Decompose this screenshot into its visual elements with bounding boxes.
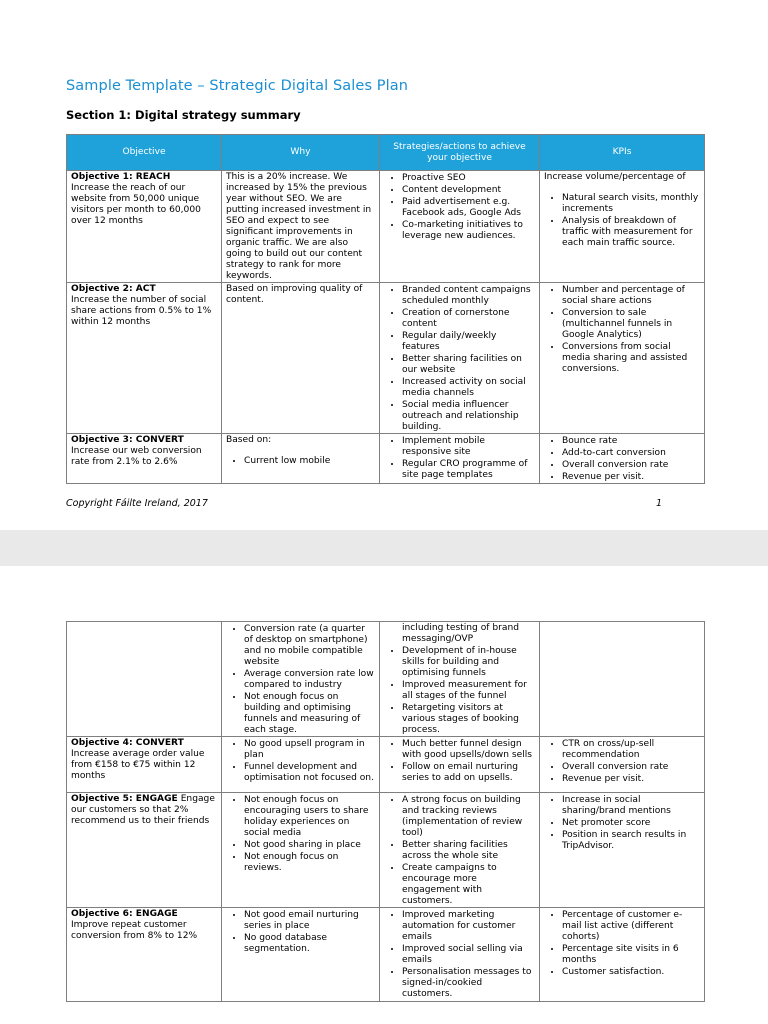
list-item: • Regular CRO programme of site page templates xyxy=(402,458,535,481)
kpi-text: Increase volume/percentage of xyxy=(544,172,686,182)
list-item: • Implement mobile responsive site xyxy=(402,435,535,458)
objective-text: Engage our customers so that 2% recommend us to their friends xyxy=(71,794,215,826)
why-cell xyxy=(222,283,380,434)
table-row xyxy=(67,908,705,1002)
list-item: • No good upsell program in plan xyxy=(244,738,375,761)
list-item: • Add-to-cart conversion xyxy=(562,447,700,459)
strategies-cell xyxy=(380,908,540,1002)
list-item: • Content development xyxy=(402,184,535,196)
list-item: • Not enough focus on reviews. xyxy=(244,851,375,874)
objective-cell xyxy=(67,622,222,737)
list-item: • Bounce rate xyxy=(562,435,700,447)
list-item: • Improved marketing automation for customer emails xyxy=(402,909,535,943)
objective-label: Objective 1: REACH xyxy=(71,172,171,182)
why-cell xyxy=(222,793,380,908)
header-kpis: KPIs xyxy=(540,135,705,171)
section-title: Section 1: Digital strategy summary xyxy=(66,108,301,122)
list-item: • Increase in social sharing/brand mentions xyxy=(562,794,700,817)
strategies-cell xyxy=(380,793,540,908)
list-item: • Create campaigns to encourage more engagement with customers. xyxy=(402,862,535,907)
table-row xyxy=(67,434,705,484)
list-item: • Branded content campaigns scheduled monthly xyxy=(402,284,535,307)
strategies-cell xyxy=(380,622,540,737)
why-cell xyxy=(222,622,380,737)
list-item: • Co-marketing initiatives to leverage new audiences. xyxy=(402,219,535,242)
strategy-table xyxy=(66,134,705,484)
list-item: • Social media influencer outreach and relationship building. xyxy=(402,399,535,433)
list-item: • Improved social selling via emails xyxy=(402,943,535,966)
table-row xyxy=(67,171,705,283)
list-item: • Retargeting visitors at various stages of booking process. xyxy=(402,702,535,736)
table-row xyxy=(67,622,705,737)
header-why: Why xyxy=(222,135,380,171)
list-item: • Number and percentage of social share actions xyxy=(562,284,700,307)
kpis-cell xyxy=(540,434,705,484)
why-text: Based on improving quality of content. xyxy=(226,284,363,305)
list-item: • Natural search visits, monthly increments xyxy=(562,192,700,215)
list-item: • Percentage site visits in 6 months xyxy=(562,943,700,966)
list-item: • Not enough focus on encouraging users to share holiday experiences on social media xyxy=(244,794,375,839)
strategies-cell xyxy=(380,171,540,283)
list-item: • A strong focus on building and tracking reviews (implementation of review tool) xyxy=(402,794,535,839)
list-item: • Net promoter score xyxy=(562,817,700,829)
list-item: • Much better funnel design with good upsells/down sells xyxy=(402,738,535,761)
why-cell xyxy=(222,434,380,484)
list-item: • Position in search results in TripAdvisor. xyxy=(562,829,700,852)
objective-text: Increase average order value from €158 to €75 within 12 months xyxy=(71,749,205,781)
list-item: • Conversion to sale (multichannel funnels in Google Analytics) xyxy=(562,307,700,341)
kpis-cell xyxy=(540,283,705,434)
list-item: • Not good email nurturing series in place xyxy=(244,909,375,932)
footer-copyright: Copyright Fáilte Ireland, 2017 xyxy=(66,498,208,509)
list-item: • Improved measurement for all stages of the funnel xyxy=(402,679,535,702)
strategies-cell xyxy=(380,283,540,434)
list-item: • Analysis of breakdown of traffic with measurement for each main traffic source. xyxy=(562,215,700,249)
objective-label: Objective 5: ENGAGE xyxy=(71,794,178,804)
list-item: • Paid advertisement e.g. Facebook ads, Google Ads xyxy=(402,196,535,219)
objective-label: Objective 3: CONVERT xyxy=(71,435,184,445)
objective-text: Increase the number of social share actions from 0.5% to 1% within 12 months xyxy=(71,295,212,327)
list-item: • No good database segmentation. xyxy=(244,932,375,955)
document-title: Sample Template – Strategic Digital Sales Plan xyxy=(66,78,409,94)
objective-cell xyxy=(67,737,222,793)
table-header-row xyxy=(67,135,705,171)
list-item: • Percentage of customer e-mail list active (different cohorts) xyxy=(562,909,700,943)
kpis-cell xyxy=(540,908,705,1002)
header-strategies: Strategies/actions to achieve your objective xyxy=(380,135,540,171)
table-row xyxy=(67,737,705,793)
list-item: • Average conversion rate low compared to industry xyxy=(244,668,375,691)
objective-text: Improve repeat customer conversion from 8% to 12% xyxy=(71,920,198,941)
table-row xyxy=(67,283,705,434)
list-item: • Follow on email nurturing series to add on upsells. xyxy=(402,761,535,784)
objective-text: Increase our web conversion rate from 2.1% to 2.6% xyxy=(71,446,202,467)
kpis-cell xyxy=(540,622,705,737)
objective-cell xyxy=(67,908,222,1002)
why-text: Based on: xyxy=(226,435,272,445)
list-item: • Proactive SEO xyxy=(402,172,535,184)
list-item: • Overall conversion rate xyxy=(562,761,700,773)
why-cell xyxy=(222,908,380,1002)
list-item: • Regular daily/weekly features xyxy=(402,330,535,353)
objective-cell xyxy=(67,171,222,283)
page-2 xyxy=(0,566,768,1024)
why-cell xyxy=(222,171,380,283)
table-row xyxy=(67,793,705,908)
kpis-cell xyxy=(540,171,705,283)
page-number: 1 xyxy=(656,498,663,509)
list-item: • Conversions from social media sharing and assisted conversions. xyxy=(562,341,700,375)
list-item: • Revenue per visit. xyxy=(562,471,700,483)
strategy-table-continued xyxy=(66,621,705,1002)
objective-label: Objective 6: ENGAGE xyxy=(71,909,178,919)
list-item: • Customer satisfaction. xyxy=(562,966,700,978)
objective-text: Increase the reach of our website from 50,000 unique visitors per month to 60,000 over 12 months xyxy=(71,183,201,226)
objective-cell xyxy=(67,283,222,434)
strategies-cell xyxy=(380,737,540,793)
list-item: • Not enough focus on building and optimising funnels and measuring of each stage. xyxy=(244,691,375,736)
list-item: • Overall conversion rate xyxy=(562,459,700,471)
objective-label: Objective 4: CONVERT xyxy=(71,738,184,748)
list-item: • Development of in-house skills for building and optimising funnels xyxy=(402,645,535,679)
list-item: • Increased activity on social media channels xyxy=(402,376,535,399)
list-item: • CTR on cross/up-sell recommendation xyxy=(562,738,700,761)
kpis-cell xyxy=(540,793,705,908)
objective-label: Objective 2: ACT xyxy=(71,284,156,294)
objective-cell xyxy=(67,434,222,484)
header-objective: Objective xyxy=(67,135,222,171)
list-item: • Better sharing facilities across the whole site xyxy=(402,839,535,862)
objective-cell xyxy=(67,793,222,908)
strategies-cell xyxy=(380,434,540,484)
list-item: • Not good sharing in place xyxy=(244,839,375,851)
list-item: • Revenue per visit. xyxy=(562,773,700,785)
strategy-continued-text: including testing of brand messaging/OVP xyxy=(402,623,519,644)
list-item: • Creation of cornerstone content xyxy=(402,307,535,330)
why-cell xyxy=(222,737,380,793)
kpis-cell xyxy=(540,737,705,793)
why-text: This is a 20% increase. We increased by 15% the previous year without SEO. We are putting increased investment in SEO and expect to see significant improvements in organic traffic. We are also going to build out our content strategy to rank for more keywords. xyxy=(226,172,372,281)
list-item: • Conversion rate (a quarter of desktop on smartphone) and no mobile compatible website xyxy=(244,623,375,668)
list-item: • Funnel development and optimisation not focused on. xyxy=(244,761,375,784)
list-item: • Personalisation messages to signed-in/cookied customers. xyxy=(402,966,535,1000)
list-item: • Better sharing facilities on our website xyxy=(402,353,535,376)
list-item: • Current low mobile xyxy=(244,455,375,467)
